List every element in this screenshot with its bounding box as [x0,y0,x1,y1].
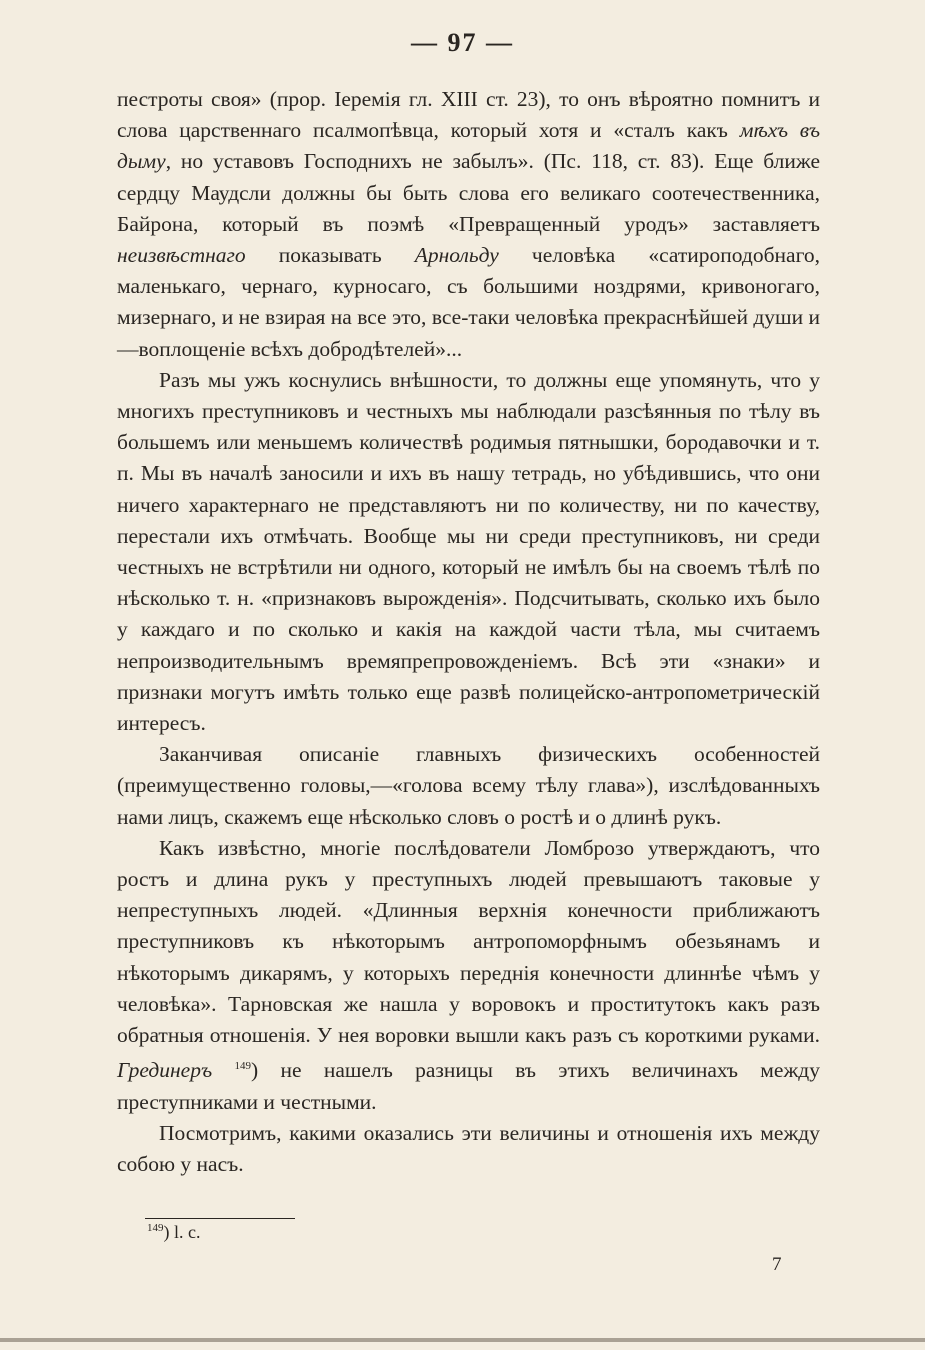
paragraph [117,1118,820,1180]
paragraph [117,739,820,833]
page-number-header: — 97 — [411,28,514,57]
text-run: ) не нашелъ разницы въ этихъ величинахъ между преступниками и честными. [117,1058,820,1114]
footnote-marker: 149 [147,1222,164,1234]
text-run: показывать [245,243,415,268]
footnote-divider [145,1218,295,1219]
text-run: Какъ извѣстно, многіе послѣдователи Ломброзо утверждаютъ, что ростъ и длина рукъ у преступныхъ людей превышаютъ таковые у непреступныхъ людей. «Длинныя верхнія конечности приближаютъ преступниковъ къ нѣкоторымъ антропоморфнымъ обезьянамъ и нѣкоторымъ дикарямъ, у которыхъ переднія конечности длиннѣе чѣмъ у человѣка». Тарновская же нашла у воровокъ и проститутокъ какъ разъ обратныя отношенія. У нея воровки вышли какъ разъ съ короткими руками. [117,835,820,1048]
paragraph [117,833,820,1118]
text-run: Посмотримъ, какими оказались эти величины и отношенія ихъ между собою у насъ. [117,1120,820,1177]
footnote [147,1222,200,1243]
italic-text: неизвѣстнаго [117,243,246,268]
text-run: , но уставовъ Господнихъ не забылъ». (Пс. 118, ст. 83). Еще ближе сердцу Маудсли должны бы быть слова его великаго соотечественника, Байрона, который въ поэмѣ «Превращенный уродъ» заставляетъ [117,149,820,236]
footnote-reference: 149 [234,1060,251,1073]
signature-mark: 7 [772,1254,782,1275]
body-text [117,84,820,1180]
italic-text: мѣхъ въ дыму [117,118,820,174]
text-run [212,1058,234,1082]
italic-text: Арнольду [414,243,499,268]
paragraph [117,84,820,365]
text-run: Заканчивая описаніе главныхъ физическихъ особенностей (преимущественно головы,—«голова всему тѣлу глава»), изслѣдованныхъ нами лицъ, скажемъ еще нѣсколько словъ о ростѣ и о длинѣ рукъ. [117,742,820,829]
page-edge-shadow [0,1338,925,1342]
italic-text: Грединеръ [117,1058,213,1083]
text-run: человѣка «сатироподобнаго, маленькаго, чернаго, курносаго, съ большими ноздрями, кривоногаго, мизернаго, и не взирая на все это, все-таки человѣка прекраснѣйшей души и—воплощеніе всѣхъ добродѣтелей»... [117,243,820,361]
text-run: Разъ мы ужъ коснулись внѣшности, то должны еще упомянуть, что у многихъ преступниковъ и честныхъ мы наблюдали разсѣянныя по тѣлу въ большемъ или меньшемъ количествѣ родимыя пятнышки, бородавочки и т. п. Мы въ началѣ заносили и ихъ въ нашу тетрадь, но убѣдившись, что они ничего характернаго не представляютъ ни по количеству, ни по качеству, перестали ихъ отмѣчать. Вообще мы ни среди преступниковъ, ни среди честныхъ не встрѣтили ни одного, который не имѣлъ бы на своемъ тѣлѣ по нѣсколько т. н. «признаковъ вырожденія». Подсчитывать, сколько ихъ было у каждаго и по сколько и какія на каждой части тѣла, мы считаемъ непроизводительнымъ времяпрепровожденіемъ. Всѣ эти «знаки» и признаки могутъ имѣть только еще развѣ полицейско-антропометрическій интересъ. [117,367,820,736]
footnote-text: ) l. c. [163,1222,201,1242]
paragraph [117,365,820,739]
text-run: пестроты своя» (прор. Іеремія гл. XIII ст. 23), то онъ вѣроятно помнитъ и слова царственнаго псалмопѣвца, который хотя и «сталъ какъ [117,87,820,143]
